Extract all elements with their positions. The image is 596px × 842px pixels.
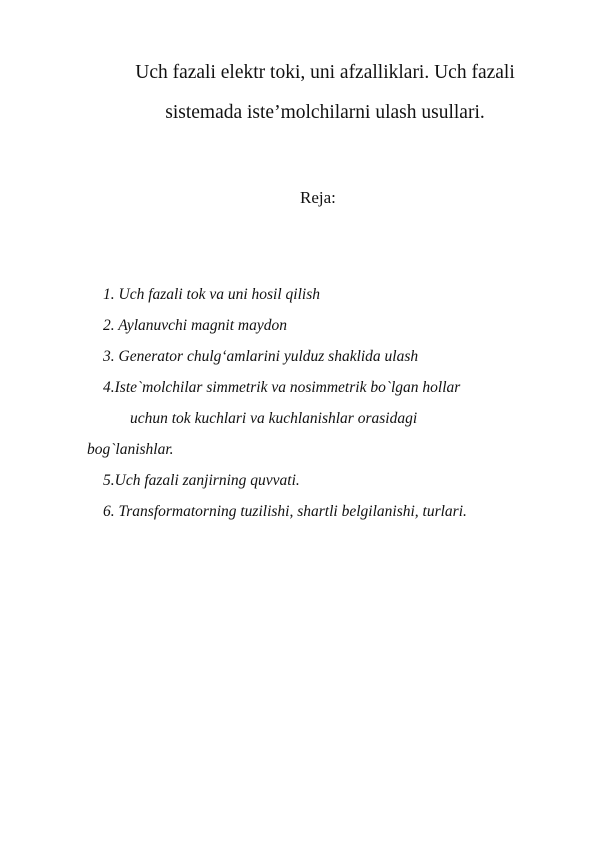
plan-item-1: 1. Uch fazali tok va uni hosil qilish — [103, 286, 320, 303]
plan-item-2: 2. Aylanuvchi magnit maydon — [103, 317, 287, 334]
plan-item-4: 4.Iste`molchilar simmetrik va nosimmetrik bo`lgan hollar — [103, 379, 461, 396]
plan-item-5: 5.Uch fazali zanjirning quvvati. — [103, 472, 300, 489]
title-line-2: sistemada iste’molchilarni ulash usullari. — [165, 102, 485, 123]
plan-heading: Reja: — [300, 188, 336, 207]
plan-item-4-continued-2: bog`lanishlar. — [87, 441, 174, 458]
plan-item-4-continued: uchun tok kuchlari va kuchlanishlar orasidagi — [130, 410, 418, 427]
title-line-1: Uch fazali elektr toki, uni afzalliklari. Uch fazali — [135, 62, 515, 83]
plan-item-6: 6. Transformatorning tuzilishi, shartli belgilanishi, turlari. — [103, 503, 467, 520]
plan-item-3: 3. Generator chulg‘amlarini yulduz shaklida ulash — [103, 348, 419, 365]
document-title — [60, 53, 590, 133]
